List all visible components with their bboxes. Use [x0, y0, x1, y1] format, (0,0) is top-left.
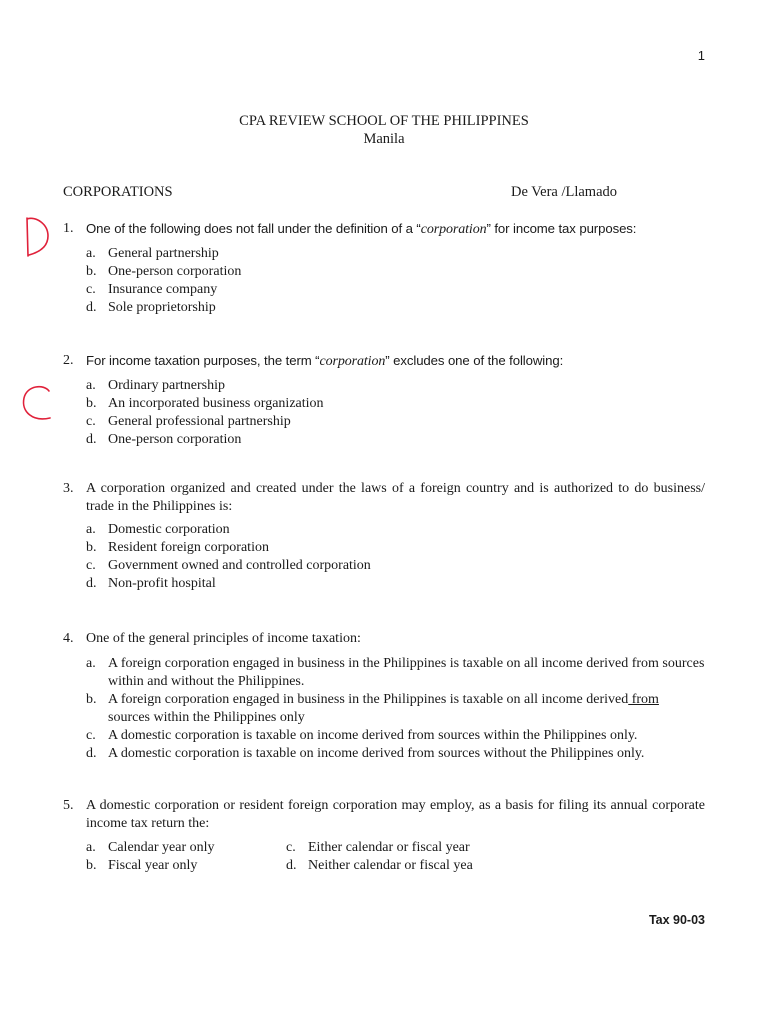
option-text: Ordinary partnership: [108, 378, 226, 393]
option-text-post: sources within the Philippines only: [108, 710, 305, 725]
option-text: [108, 691, 705, 727]
handwritten-c-stroke: [24, 387, 50, 419]
option-a: [86, 839, 286, 857]
option-text: A foreign corporation engaged in business in the Philippines is taxable on all income derived from sources within and without the Philippines.: [108, 656, 705, 689]
option-a: [86, 521, 705, 539]
option-b: [86, 691, 705, 727]
handwritten-d-stroke: [27, 218, 48, 256]
option-d: [86, 431, 705, 449]
option-text: General partnership: [108, 246, 219, 261]
option-c: [86, 413, 705, 431]
question-text: [86, 220, 705, 239]
option-letter: a.: [86, 246, 96, 261]
option-text: A domestic corporation is taxable on income derived from sources within the Philippines only.: [108, 728, 638, 743]
option-c: [86, 281, 705, 299]
option-text: Sole proprietorship: [108, 300, 216, 315]
option-a: [86, 245, 705, 263]
option-c: [86, 727, 705, 745]
school-name: CPA REVIEW SCHOOL OF THE PHILIPPINES: [239, 113, 529, 129]
question-number: 1.: [63, 221, 74, 236]
option-letter: b.: [86, 692, 97, 707]
option-text: General professional partnership: [108, 414, 291, 429]
page-number: 1: [697, 48, 705, 63]
option-d: [286, 857, 705, 875]
option-c: [286, 839, 705, 857]
handwritten-d-mark: [22, 214, 52, 260]
option-text-pre: A foreign corporation engaged in business in the Philippines is taxable on all income derived: [108, 692, 629, 707]
option-letter: a.: [86, 522, 96, 537]
options-list: [86, 245, 705, 317]
handwritten-answer-2: [19, 382, 55, 426]
option-text: An incorporated business organization: [108, 396, 324, 411]
question-number: 2.: [63, 353, 74, 368]
footer-code: Tax 90-03: [648, 913, 705, 927]
question-4: [63, 630, 705, 763]
option-letter: a.: [86, 378, 96, 393]
option-text: Domestic corporation: [108, 522, 230, 537]
section-title: CORPORATIONS: [63, 184, 173, 200]
question-text-pre: One of the following does not fall under the definition of a “: [86, 221, 421, 236]
question-number: 3.: [63, 481, 74, 496]
options-list: [86, 655, 705, 763]
school-city: Manila: [363, 131, 405, 147]
option-letter: c.: [86, 728, 96, 743]
question-3: [63, 480, 705, 593]
option-letter: c.: [86, 282, 96, 297]
option-text: Either calendar or fiscal year: [308, 840, 470, 855]
option-b: [86, 539, 705, 557]
option-a: [86, 377, 705, 395]
question-text: A corporation organized and created under the laws of a foreign country and is authorized to do business/ trade in the Philippines is:: [86, 481, 705, 514]
authors: De Vera /Llamado: [511, 184, 618, 200]
question-text: [86, 352, 705, 371]
handwritten-answer-1: [22, 214, 52, 260]
question-keyword: corporation: [319, 354, 386, 369]
option-d: [86, 299, 705, 317]
option-a: [86, 655, 705, 691]
question-text-post: ” excludes one of the following:: [385, 353, 564, 368]
option-letter: d.: [86, 300, 97, 315]
option-text-underlined: from: [628, 692, 659, 707]
options-list: [86, 521, 705, 593]
option-letter: d.: [86, 432, 97, 447]
option-letter: d.: [86, 746, 97, 761]
option-text: Non-profit hospital: [108, 576, 216, 591]
question-1: [63, 220, 705, 317]
option-text: Resident foreign corporation: [108, 540, 269, 555]
option-letter: c.: [86, 414, 96, 429]
option-text: Neither calendar or fiscal yea: [308, 858, 473, 873]
option-d: [86, 745, 705, 763]
option-letter: d.: [286, 858, 297, 873]
option-b: [86, 857, 286, 875]
question-text-post: ” for income tax purposes:: [486, 221, 637, 236]
option-letter: b.: [86, 540, 97, 555]
question-text: One of the general principles of income taxation:: [86, 631, 361, 646]
question-number: 4.: [63, 631, 74, 646]
options-list: [86, 377, 705, 449]
option-letter: a.: [86, 656, 96, 671]
option-text: Government owned and controlled corporation: [108, 558, 371, 573]
option-letter: b.: [86, 396, 97, 411]
option-text: A domestic corporation is taxable on income derived from sources without the Philippines only.: [108, 746, 645, 761]
question-keyword: corporation: [420, 222, 487, 237]
option-d: [86, 575, 705, 593]
option-b: [86, 263, 705, 281]
option-letter: c.: [86, 558, 96, 573]
option-c: [86, 557, 705, 575]
question-2: [63, 352, 705, 449]
handwritten-c-mark: [19, 382, 55, 426]
option-letter: b.: [86, 264, 97, 279]
options-grid: [86, 839, 705, 875]
question-text-pre: For income taxation purposes, the term “: [86, 353, 320, 368]
option-letter: a.: [86, 840, 96, 855]
option-text: Calendar year only: [108, 840, 215, 855]
option-b: [86, 395, 705, 413]
option-text: Fiscal year only: [108, 858, 198, 873]
option-letter: c.: [286, 840, 296, 855]
option-text: Insurance company: [108, 282, 218, 297]
option-letter: d.: [86, 576, 97, 591]
question-number: 5.: [63, 798, 74, 813]
option-text: One-person corporation: [108, 432, 242, 447]
question-text: A domestic corporation or resident foreign corporation may employ, as a basis for filing its annual corporate income tax return the:: [86, 798, 705, 831]
question-5: [63, 797, 705, 875]
option-letter: b.: [86, 858, 97, 873]
option-text: One-person corporation: [108, 264, 242, 279]
